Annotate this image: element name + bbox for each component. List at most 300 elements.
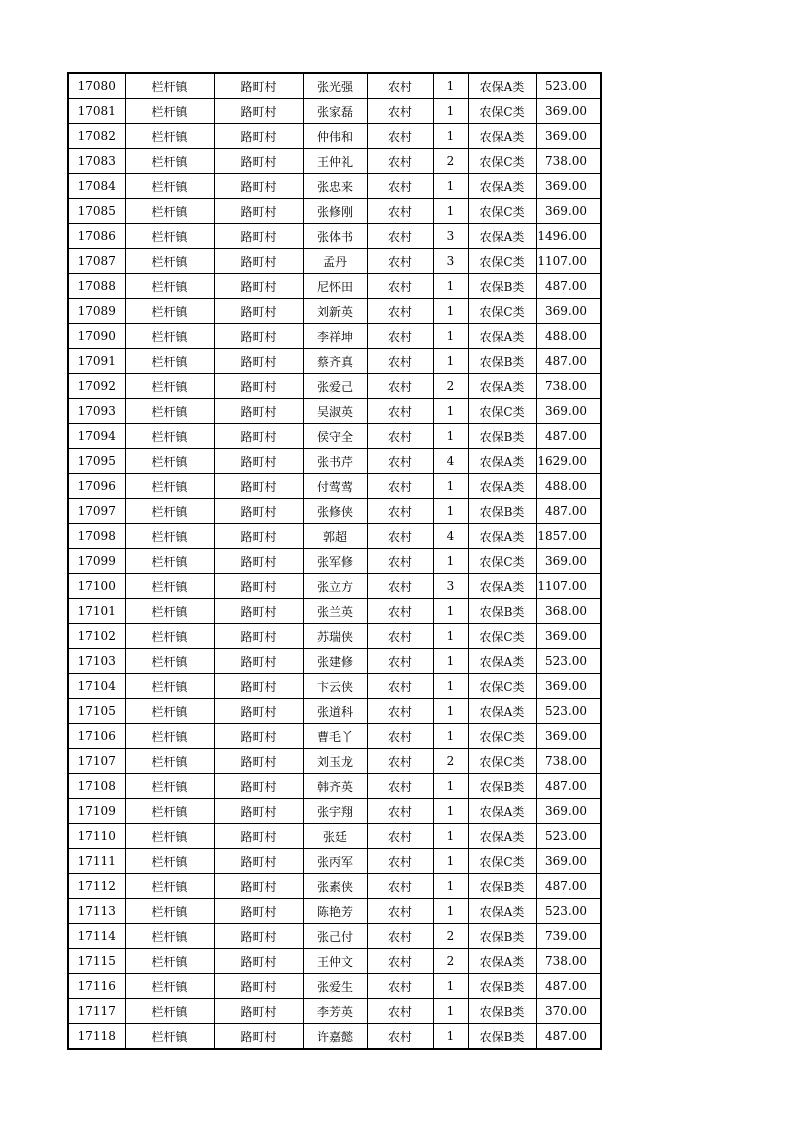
town-cell: 栏杆镇 <box>125 99 214 124</box>
village-cell: 路町村 <box>214 999 303 1024</box>
record-id-cell: 17091 <box>68 349 125 374</box>
amount-cell: 1107.00 <box>536 249 601 274</box>
record-id-cell: 17089 <box>68 299 125 324</box>
area-type-cell: 农村 <box>367 499 433 524</box>
household-count-cell: 1 <box>433 899 468 924</box>
village-cell: 路町村 <box>214 849 303 874</box>
record-id-cell: 17092 <box>68 374 125 399</box>
household-count-cell: 2 <box>433 949 468 974</box>
town-cell: 栏杆镇 <box>125 349 214 374</box>
benefit-table <box>67 72 602 1050</box>
amount-cell: 370.00 <box>536 999 601 1024</box>
village-cell: 路町村 <box>214 224 303 249</box>
table-row <box>68 124 601 149</box>
town-cell: 栏杆镇 <box>125 199 214 224</box>
table-row <box>68 73 601 99</box>
village-cell: 路町村 <box>214 924 303 949</box>
amount-cell: 487.00 <box>536 774 601 799</box>
household-count-cell: 1 <box>433 474 468 499</box>
area-type-cell: 农村 <box>367 774 433 799</box>
table-row <box>68 199 601 224</box>
amount-cell: 369.00 <box>536 99 601 124</box>
resident-name-cell: 蔡齐真 <box>303 349 367 374</box>
amount-cell: 369.00 <box>536 199 601 224</box>
household-count-cell: 3 <box>433 224 468 249</box>
amount-cell: 369.00 <box>536 124 601 149</box>
amount-cell: 523.00 <box>536 73 601 99</box>
table-row <box>68 374 601 399</box>
area-type-cell: 农村 <box>367 999 433 1024</box>
area-type-cell: 农村 <box>367 974 433 999</box>
table-row <box>68 674 601 699</box>
town-cell: 栏杆镇 <box>125 699 214 724</box>
table-row <box>68 299 601 324</box>
town-cell: 栏杆镇 <box>125 73 214 99</box>
table-row <box>68 499 601 524</box>
amount-cell: 369.00 <box>536 849 601 874</box>
area-type-cell: 农村 <box>367 149 433 174</box>
town-cell: 栏杆镇 <box>125 299 214 324</box>
table-row <box>68 949 601 974</box>
village-cell: 路町村 <box>214 674 303 699</box>
area-type-cell: 农村 <box>367 874 433 899</box>
record-id-cell: 17080 <box>68 73 125 99</box>
table-row <box>68 449 601 474</box>
village-cell: 路町村 <box>214 1024 303 1050</box>
village-cell: 路町村 <box>214 799 303 824</box>
resident-name-cell: 张忠来 <box>303 174 367 199</box>
area-type-cell: 农村 <box>367 649 433 674</box>
area-type-cell: 农村 <box>367 824 433 849</box>
record-id-cell: 17086 <box>68 224 125 249</box>
amount-cell: 368.00 <box>536 599 601 624</box>
record-id-cell: 17094 <box>68 424 125 449</box>
household-count-cell: 1 <box>433 1024 468 1050</box>
record-id-cell: 17082 <box>68 124 125 149</box>
table-row <box>68 149 601 174</box>
town-cell: 栏杆镇 <box>125 324 214 349</box>
record-id-cell: 17101 <box>68 599 125 624</box>
town-cell: 栏杆镇 <box>125 749 214 774</box>
amount-cell: 487.00 <box>536 349 601 374</box>
amount-cell: 369.00 <box>536 674 601 699</box>
amount-cell: 487.00 <box>536 1024 601 1050</box>
record-id-cell: 17102 <box>68 624 125 649</box>
household-count-cell: 1 <box>433 424 468 449</box>
resident-name-cell: 张建修 <box>303 649 367 674</box>
amount-cell: 369.00 <box>536 549 601 574</box>
table-row <box>68 824 601 849</box>
resident-name-cell: 刘新英 <box>303 299 367 324</box>
village-cell: 路町村 <box>214 574 303 599</box>
amount-cell: 1496.00 <box>536 224 601 249</box>
household-count-cell: 1 <box>433 549 468 574</box>
village-cell: 路町村 <box>214 73 303 99</box>
record-id-cell: 17097 <box>68 499 125 524</box>
household-count-cell: 1 <box>433 824 468 849</box>
town-cell: 栏杆镇 <box>125 999 214 1024</box>
record-id-cell: 17108 <box>68 774 125 799</box>
insurance-class-cell: 农保B类 <box>468 999 536 1024</box>
area-type-cell: 农村 <box>367 799 433 824</box>
record-id-cell: 17105 <box>68 699 125 724</box>
household-count-cell: 1 <box>433 699 468 724</box>
household-count-cell: 1 <box>433 124 468 149</box>
village-cell: 路町村 <box>214 549 303 574</box>
insurance-class-cell: 农保B类 <box>468 924 536 949</box>
insurance-class-cell: 农保A类 <box>468 449 536 474</box>
resident-name-cell: 张爱生 <box>303 974 367 999</box>
insurance-class-cell: 农保A类 <box>468 374 536 399</box>
table-row <box>68 899 601 924</box>
area-type-cell: 农村 <box>367 99 433 124</box>
amount-cell: 369.00 <box>536 174 601 199</box>
household-count-cell: 1 <box>433 73 468 99</box>
amount-cell: 488.00 <box>536 474 601 499</box>
insurance-class-cell: 农保C类 <box>468 549 536 574</box>
table-row <box>68 174 601 199</box>
amount-cell: 1629.00 <box>536 449 601 474</box>
record-id-cell: 17100 <box>68 574 125 599</box>
record-id-cell: 17116 <box>68 974 125 999</box>
amount-cell: 738.00 <box>536 374 601 399</box>
household-count-cell: 1 <box>433 849 468 874</box>
amount-cell: 523.00 <box>536 649 601 674</box>
household-count-cell: 1 <box>433 599 468 624</box>
resident-name-cell: 王仲礼 <box>303 149 367 174</box>
table-row <box>68 999 601 1024</box>
record-id-cell: 17085 <box>68 199 125 224</box>
insurance-class-cell: 农保C类 <box>468 849 536 874</box>
resident-name-cell: 张廷 <box>303 824 367 849</box>
village-cell: 路町村 <box>214 199 303 224</box>
insurance-class-cell: 农保A类 <box>468 949 536 974</box>
village-cell: 路町村 <box>214 274 303 299</box>
area-type-cell: 农村 <box>367 249 433 274</box>
insurance-class-cell: 农保C类 <box>468 724 536 749</box>
town-cell: 栏杆镇 <box>125 124 214 149</box>
village-cell: 路町村 <box>214 749 303 774</box>
table-row <box>68 924 601 949</box>
resident-name-cell: 李芳英 <box>303 999 367 1024</box>
insurance-class-cell: 农保A类 <box>468 649 536 674</box>
resident-name-cell: 张光强 <box>303 73 367 99</box>
amount-cell: 487.00 <box>536 974 601 999</box>
household-count-cell: 2 <box>433 749 468 774</box>
amount-cell: 369.00 <box>536 624 601 649</box>
area-type-cell: 农村 <box>367 899 433 924</box>
amount-cell: 523.00 <box>536 899 601 924</box>
table-row <box>68 1024 601 1050</box>
village-cell: 路町村 <box>214 649 303 674</box>
amount-cell: 523.00 <box>536 824 601 849</box>
village-cell: 路町村 <box>214 349 303 374</box>
area-type-cell: 农村 <box>367 949 433 974</box>
town-cell: 栏杆镇 <box>125 824 214 849</box>
table-row <box>68 399 601 424</box>
resident-name-cell: 张修刚 <box>303 199 367 224</box>
insurance-class-cell: 农保A类 <box>468 224 536 249</box>
insurance-class-cell: 农保B类 <box>468 774 536 799</box>
resident-name-cell: 陈艳芳 <box>303 899 367 924</box>
resident-name-cell: 张修侠 <box>303 499 367 524</box>
resident-name-cell: 仲伟和 <box>303 124 367 149</box>
village-cell: 路町村 <box>214 399 303 424</box>
record-id-cell: 17104 <box>68 674 125 699</box>
resident-name-cell: 张体书 <box>303 224 367 249</box>
household-count-cell: 1 <box>433 324 468 349</box>
amount-cell: 369.00 <box>536 299 601 324</box>
insurance-class-cell: 农保A类 <box>468 699 536 724</box>
resident-name-cell: 张书芹 <box>303 449 367 474</box>
town-cell: 栏杆镇 <box>125 1024 214 1050</box>
insurance-class-cell: 农保C类 <box>468 149 536 174</box>
area-type-cell: 农村 <box>367 574 433 599</box>
table-row <box>68 649 601 674</box>
village-cell: 路町村 <box>214 424 303 449</box>
area-type-cell: 农村 <box>367 599 433 624</box>
town-cell: 栏杆镇 <box>125 524 214 549</box>
household-count-cell: 3 <box>433 249 468 274</box>
resident-name-cell: 孟丹 <box>303 249 367 274</box>
table-row <box>68 624 601 649</box>
insurance-class-cell: 农保C类 <box>468 249 536 274</box>
town-cell: 栏杆镇 <box>125 899 214 924</box>
household-count-cell: 1 <box>433 649 468 674</box>
resident-name-cell: 张道科 <box>303 699 367 724</box>
table-row <box>68 324 601 349</box>
resident-name-cell: 张爱己 <box>303 374 367 399</box>
table-row <box>68 524 601 549</box>
amount-cell: 739.00 <box>536 924 601 949</box>
amount-cell: 369.00 <box>536 799 601 824</box>
village-cell: 路町村 <box>214 449 303 474</box>
table-row <box>68 424 601 449</box>
amount-cell: 738.00 <box>536 949 601 974</box>
insurance-class-cell: 农保B类 <box>468 974 536 999</box>
town-cell: 栏杆镇 <box>125 274 214 299</box>
town-cell: 栏杆镇 <box>125 424 214 449</box>
household-count-cell: 1 <box>433 874 468 899</box>
insurance-class-cell: 农保B类 <box>468 599 536 624</box>
amount-cell: 369.00 <box>536 724 601 749</box>
area-type-cell: 农村 <box>367 524 433 549</box>
area-type-cell: 农村 <box>367 1024 433 1050</box>
household-count-cell: 4 <box>433 449 468 474</box>
record-id-cell: 17098 <box>68 524 125 549</box>
insurance-class-cell: 农保B类 <box>468 874 536 899</box>
amount-cell: 1107.00 <box>536 574 601 599</box>
resident-name-cell: 张家磊 <box>303 99 367 124</box>
village-cell: 路町村 <box>214 174 303 199</box>
area-type-cell: 农村 <box>367 199 433 224</box>
table-row <box>68 599 601 624</box>
table-row <box>68 474 601 499</box>
village-cell: 路町村 <box>214 824 303 849</box>
household-count-cell: 4 <box>433 524 468 549</box>
resident-name-cell: 张立方 <box>303 574 367 599</box>
resident-name-cell: 许嘉懿 <box>303 1024 367 1050</box>
household-count-cell: 2 <box>433 149 468 174</box>
resident-name-cell: 卞云侠 <box>303 674 367 699</box>
resident-name-cell: 张素侠 <box>303 874 367 899</box>
resident-name-cell: 付莺莺 <box>303 474 367 499</box>
village-cell: 路町村 <box>214 249 303 274</box>
area-type-cell: 农村 <box>367 324 433 349</box>
area-type-cell: 农村 <box>367 474 433 499</box>
resident-name-cell: 张军修 <box>303 549 367 574</box>
household-count-cell: 2 <box>433 924 468 949</box>
amount-cell: 487.00 <box>536 274 601 299</box>
resident-name-cell: 刘玉龙 <box>303 749 367 774</box>
insurance-class-cell: 农保C类 <box>468 674 536 699</box>
record-id-cell: 17087 <box>68 249 125 274</box>
table-row <box>68 874 601 899</box>
amount-cell: 487.00 <box>536 874 601 899</box>
village-cell: 路町村 <box>214 99 303 124</box>
table-row <box>68 549 601 574</box>
town-cell: 栏杆镇 <box>125 224 214 249</box>
table-row <box>68 699 601 724</box>
village-cell: 路町村 <box>214 124 303 149</box>
town-cell: 栏杆镇 <box>125 624 214 649</box>
town-cell: 栏杆镇 <box>125 174 214 199</box>
household-count-cell: 1 <box>433 624 468 649</box>
town-cell: 栏杆镇 <box>125 149 214 174</box>
insurance-class-cell: 农保A类 <box>468 899 536 924</box>
area-type-cell: 农村 <box>367 374 433 399</box>
area-type-cell: 农村 <box>367 349 433 374</box>
record-id-cell: 17090 <box>68 324 125 349</box>
village-cell: 路町村 <box>214 724 303 749</box>
resident-name-cell: 李祥坤 <box>303 324 367 349</box>
town-cell: 栏杆镇 <box>125 924 214 949</box>
household-count-cell: 1 <box>433 199 468 224</box>
household-count-cell: 1 <box>433 349 468 374</box>
table-row <box>68 849 601 874</box>
resident-name-cell: 郭超 <box>303 524 367 549</box>
resident-name-cell: 张兰英 <box>303 599 367 624</box>
record-id-cell: 17103 <box>68 649 125 674</box>
insurance-class-cell: 农保B类 <box>468 274 536 299</box>
village-cell: 路町村 <box>214 599 303 624</box>
town-cell: 栏杆镇 <box>125 649 214 674</box>
resident-name-cell: 尼怀田 <box>303 274 367 299</box>
household-count-cell: 1 <box>433 724 468 749</box>
area-type-cell: 农村 <box>367 699 433 724</box>
town-cell: 栏杆镇 <box>125 574 214 599</box>
household-count-cell: 1 <box>433 799 468 824</box>
town-cell: 栏杆镇 <box>125 449 214 474</box>
insurance-class-cell: 农保A类 <box>468 824 536 849</box>
resident-name-cell: 张宇翔 <box>303 799 367 824</box>
insurance-class-cell: 农保A类 <box>468 574 536 599</box>
village-cell: 路町村 <box>214 874 303 899</box>
record-id-cell: 17109 <box>68 799 125 824</box>
town-cell: 栏杆镇 <box>125 849 214 874</box>
table-row <box>68 774 601 799</box>
area-type-cell: 农村 <box>367 924 433 949</box>
table-row <box>68 974 601 999</box>
area-type-cell: 农村 <box>367 274 433 299</box>
town-cell: 栏杆镇 <box>125 249 214 274</box>
insurance-class-cell: 农保C类 <box>468 624 536 649</box>
area-type-cell: 农村 <box>367 299 433 324</box>
resident-name-cell: 曹毛丫 <box>303 724 367 749</box>
resident-name-cell: 韩齐英 <box>303 774 367 799</box>
record-id-cell: 17081 <box>68 99 125 124</box>
table-row <box>68 274 601 299</box>
village-cell: 路町村 <box>214 474 303 499</box>
town-cell: 栏杆镇 <box>125 774 214 799</box>
insurance-class-cell: 农保C类 <box>468 299 536 324</box>
household-count-cell: 3 <box>433 574 468 599</box>
record-id-cell: 17115 <box>68 949 125 974</box>
village-cell: 路町村 <box>214 774 303 799</box>
insurance-class-cell: 农保B类 <box>468 424 536 449</box>
resident-name-cell: 侯守全 <box>303 424 367 449</box>
area-type-cell: 农村 <box>367 549 433 574</box>
village-cell: 路町村 <box>214 524 303 549</box>
town-cell: 栏杆镇 <box>125 374 214 399</box>
area-type-cell: 农村 <box>367 124 433 149</box>
record-id-cell: 17083 <box>68 149 125 174</box>
record-id-cell: 17117 <box>68 999 125 1024</box>
village-cell: 路町村 <box>214 299 303 324</box>
record-id-cell: 17110 <box>68 824 125 849</box>
insurance-class-cell: 农保C类 <box>468 399 536 424</box>
amount-cell: 738.00 <box>536 149 601 174</box>
area-type-cell: 农村 <box>367 849 433 874</box>
household-count-cell: 1 <box>433 499 468 524</box>
insurance-class-cell: 农保B类 <box>468 349 536 374</box>
town-cell: 栏杆镇 <box>125 474 214 499</box>
insurance-class-cell: 农保B类 <box>468 499 536 524</box>
record-id-cell: 17106 <box>68 724 125 749</box>
village-cell: 路町村 <box>214 324 303 349</box>
area-type-cell: 农村 <box>367 73 433 99</box>
town-cell: 栏杆镇 <box>125 874 214 899</box>
insurance-class-cell: 农保A类 <box>468 799 536 824</box>
amount-cell: 369.00 <box>536 399 601 424</box>
town-cell: 栏杆镇 <box>125 599 214 624</box>
resident-name-cell: 王仲文 <box>303 949 367 974</box>
area-type-cell: 农村 <box>367 174 433 199</box>
household-count-cell: 1 <box>433 974 468 999</box>
insurance-class-cell: 农保A类 <box>468 73 536 99</box>
town-cell: 栏杆镇 <box>125 549 214 574</box>
town-cell: 栏杆镇 <box>125 949 214 974</box>
table-row <box>68 724 601 749</box>
town-cell: 栏杆镇 <box>125 399 214 424</box>
town-cell: 栏杆镇 <box>125 674 214 699</box>
insurance-class-cell: 农保C类 <box>468 99 536 124</box>
amount-cell: 738.00 <box>536 749 601 774</box>
area-type-cell: 农村 <box>367 674 433 699</box>
household-count-cell: 1 <box>433 999 468 1024</box>
table-row <box>68 249 601 274</box>
amount-cell: 488.00 <box>536 324 601 349</box>
resident-name-cell: 吴淑英 <box>303 399 367 424</box>
household-count-cell: 2 <box>433 374 468 399</box>
village-cell: 路町村 <box>214 374 303 399</box>
household-count-cell: 1 <box>433 774 468 799</box>
insurance-class-cell: 农保A类 <box>468 174 536 199</box>
amount-cell: 487.00 <box>536 424 601 449</box>
area-type-cell: 农村 <box>367 424 433 449</box>
household-count-cell: 1 <box>433 274 468 299</box>
amount-cell: 1857.00 <box>536 524 601 549</box>
